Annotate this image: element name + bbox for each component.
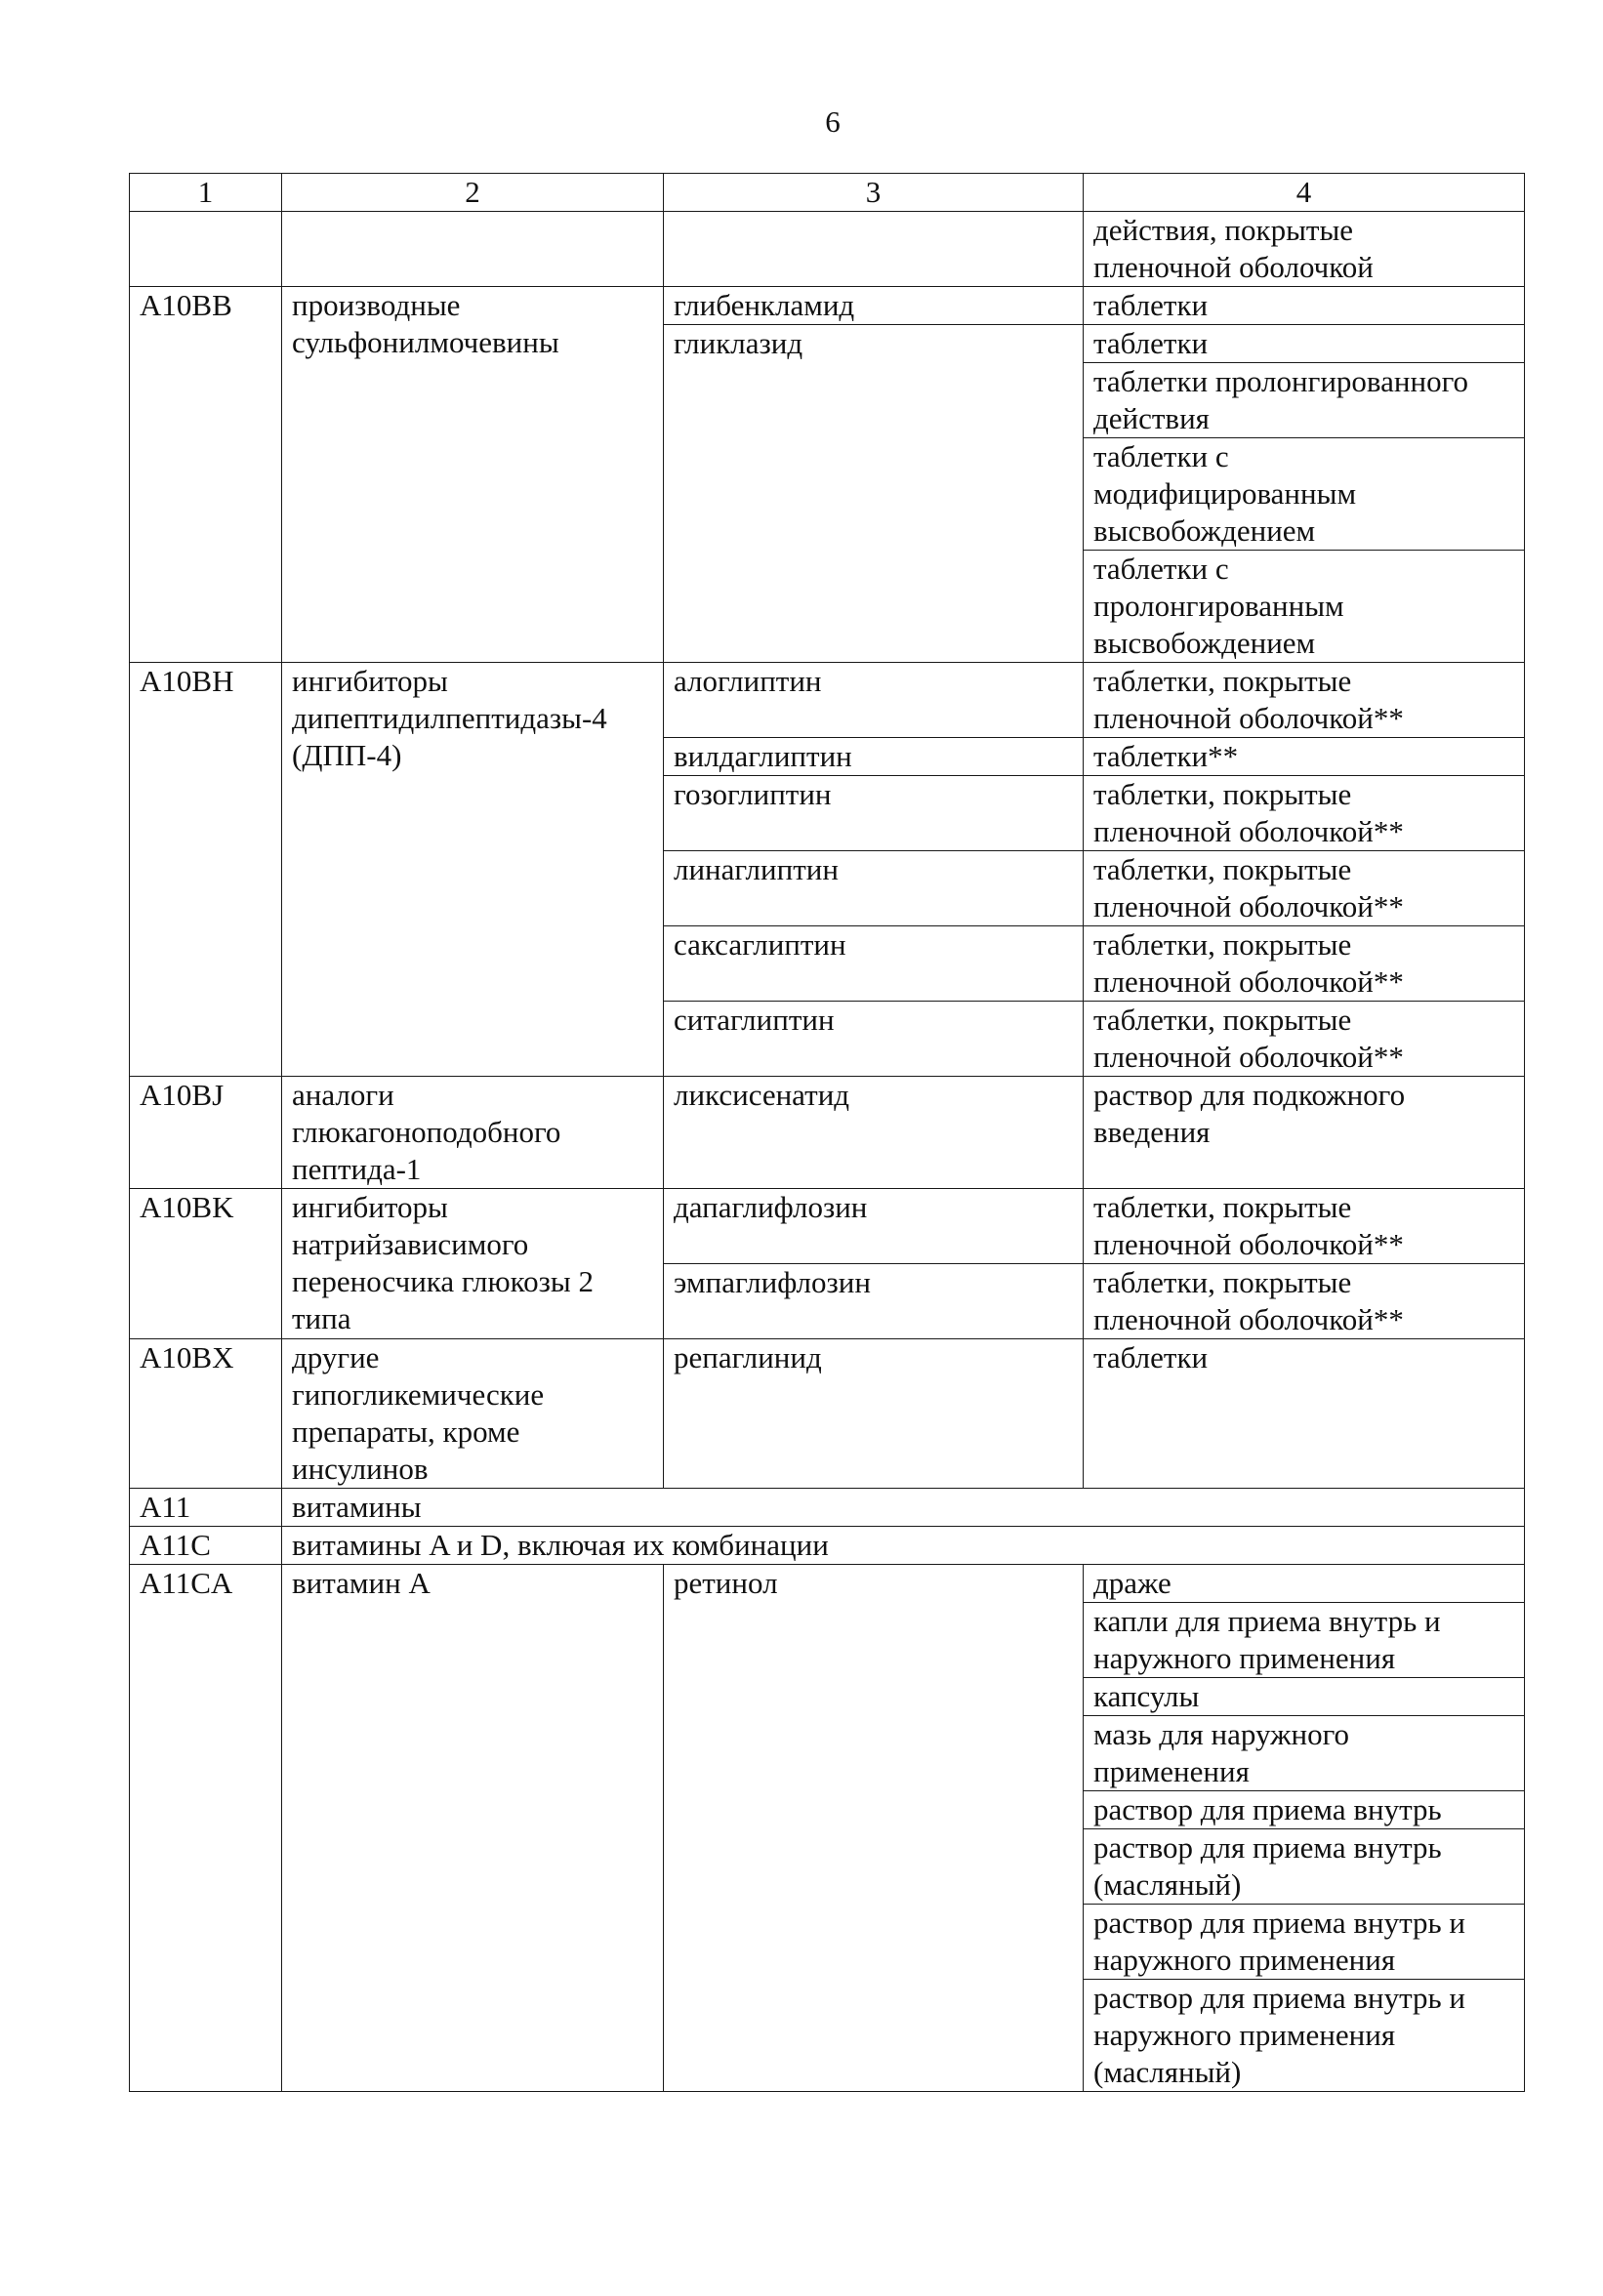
drug-cell: гликлазид: [664, 325, 1084, 663]
group-cell: [282, 212, 664, 287]
form-line: раствор для приема внутрь и: [1093, 1906, 1465, 1940]
form-line: пролонгированным: [1093, 589, 1344, 623]
form-cell: [1084, 551, 1525, 663]
form-cell: [1084, 926, 1525, 1002]
form-line: пленочной оболочкой**: [1093, 964, 1404, 999]
drug-cell: дапаглифлозин: [664, 1189, 1084, 1264]
form-line: таблетки, покрытые: [1093, 1003, 1352, 1037]
form-cell: [1084, 1264, 1525, 1339]
code-cell: A10BK: [130, 1189, 282, 1339]
form-cell: [1084, 1980, 1525, 2092]
form-line: таблетки**: [1093, 739, 1239, 773]
drug-cell: репаглинид: [664, 1339, 1084, 1489]
table-row: [130, 1189, 1525, 1264]
form-line: применения: [1093, 1754, 1250, 1788]
group-cell: витамин A: [282, 1565, 664, 2092]
group-line: пептида-1: [292, 1152, 422, 1186]
form-line: мазь для наружного: [1093, 1717, 1350, 1751]
drug-cell: ретинол: [664, 1565, 1084, 2092]
form-line: таблетки: [1093, 326, 1209, 360]
form-cell: [1084, 1716, 1525, 1791]
form-cell: [1084, 738, 1525, 776]
code-cell: A11CA: [130, 1565, 282, 2092]
form-line: наружного применения: [1093, 2018, 1396, 2052]
group-cell: [282, 1189, 664, 1339]
table-row: [130, 1527, 1525, 1565]
form-cell: [1084, 1603, 1525, 1678]
form-line: пленочной оболочкой**: [1093, 1302, 1404, 1336]
form-cell: [1084, 776, 1525, 851]
form-line: таблетки, покрытые: [1093, 1265, 1352, 1299]
form-line: модифицированным: [1093, 476, 1357, 511]
form-line: раствор для приема внутрь и: [1093, 1981, 1465, 2015]
table-row: [130, 663, 1525, 738]
table-row: [130, 1489, 1525, 1527]
form-line: таблетки с: [1093, 552, 1229, 586]
form-line: таблетки пролонгированного: [1093, 364, 1469, 398]
form-line: наружного применения: [1093, 1943, 1396, 1977]
form-cell: [1084, 663, 1525, 738]
table-row: [130, 212, 1525, 287]
group-line: инсулинов: [292, 1452, 429, 1486]
drug-cell: линаглиптин: [664, 851, 1084, 926]
form-cell: [1084, 438, 1525, 551]
group-cell: витамины: [282, 1489, 1525, 1527]
form-cell: [1084, 1678, 1525, 1716]
form-line: пленочной оболочкой**: [1093, 889, 1404, 923]
group-cell: витамины A и D, включая их комбинации: [282, 1527, 1525, 1565]
code-cell: A11: [130, 1489, 282, 1527]
form-line: драже: [1093, 1566, 1171, 1600]
table-row: [130, 1339, 1525, 1489]
form-line: раствор для приема внутрь: [1093, 1830, 1442, 1865]
code-cell: A11C: [130, 1527, 282, 1565]
table-row: [130, 1565, 1525, 1603]
drug-cell: саксаглиптин: [664, 926, 1084, 1002]
drug-cell: алоглиптин: [664, 663, 1084, 738]
column-number-3: 3: [664, 174, 1084, 212]
group-line: натрийзависимого: [292, 1227, 529, 1261]
form-cell: таблетки: [1084, 287, 1525, 325]
form-cell: [1084, 363, 1525, 438]
form-line: пленочной оболочкой**: [1093, 814, 1404, 848]
page-number: 6: [825, 104, 841, 139]
code-cell: [130, 212, 282, 287]
form-line: таблетки, покрытые: [1093, 1190, 1352, 1224]
form-line: пленочной оболочкой**: [1093, 1227, 1404, 1261]
form-cell: [1084, 851, 1525, 926]
group-line: ингибиторы: [292, 664, 448, 698]
group-line: гипогликемические: [292, 1377, 545, 1412]
code-cell: A10BH: [130, 663, 282, 1077]
form-line: раствор для подкожного: [1093, 1078, 1406, 1112]
form-line: капли для приема внутрь и: [1093, 1604, 1441, 1638]
form-line: таблетки, покрытые: [1093, 852, 1352, 886]
form-line: таблетки с: [1093, 439, 1229, 473]
form-line: пленочной оболочкой**: [1093, 1040, 1404, 1074]
form-line: высвобождением: [1093, 626, 1316, 660]
code-cell: A10BJ: [130, 1077, 282, 1189]
form-cell: [1084, 1791, 1525, 1829]
group-cell: [282, 287, 664, 663]
form-cell: [1084, 1905, 1525, 1980]
form-cell: [1084, 1077, 1525, 1189]
form-line: введения: [1093, 1115, 1211, 1149]
form-cell: [1084, 1829, 1525, 1905]
drug-cell: [664, 212, 1084, 287]
drug-cell: гозоглиптин: [664, 776, 1084, 851]
form-line: раствор для приема внутрь: [1093, 1792, 1442, 1826]
group-line: переносчика глюкозы 2: [292, 1264, 594, 1298]
form-line: таблетки, покрытые: [1093, 777, 1352, 811]
form-line: действия: [1093, 401, 1210, 435]
form-cell: [1084, 212, 1525, 287]
group-line: типа: [292, 1301, 351, 1335]
form-line: (масляный): [1093, 2055, 1242, 2089]
form-cell: [1084, 1002, 1525, 1077]
group-line: производные: [292, 288, 461, 322]
form-line: наружного применения: [1093, 1641, 1396, 1675]
group-line: (ДПП-4): [292, 738, 402, 772]
group-line: ингибиторы: [292, 1190, 448, 1224]
group-cell: [282, 1077, 664, 1189]
drug-cell: вилдаглиптин: [664, 738, 1084, 776]
group-line: сульфонилмочевины: [292, 325, 559, 359]
group-line: препараты, кроме: [292, 1414, 520, 1449]
form-cell: [1084, 1189, 1525, 1264]
column-number-row: [130, 174, 1525, 212]
drug-cell: глибенкламид: [664, 287, 1084, 325]
code-cell: A10BX: [130, 1339, 282, 1489]
group-cell: [282, 663, 664, 1077]
code-cell: A10BB: [130, 287, 282, 663]
drug-cell: ситаглиптин: [664, 1002, 1084, 1077]
form-line: высвобождением: [1093, 513, 1316, 548]
form-cell: таблетки: [1084, 1339, 1525, 1489]
form-line: капсулы: [1093, 1679, 1200, 1713]
form-line: таблетки, покрытые: [1093, 927, 1352, 962]
form-cell: [1084, 1565, 1525, 1603]
drug-cell: ликсисенатид: [664, 1077, 1084, 1189]
column-number-2: 2: [282, 174, 664, 212]
form-line: пленочной оболочкой: [1093, 250, 1374, 284]
form-line: действия, покрытые: [1093, 213, 1354, 247]
table-row: [130, 287, 1525, 325]
column-number-4: 4: [1084, 174, 1525, 212]
form-cell: [1084, 325, 1525, 363]
group-line: дипептидилпептидазы-4: [292, 701, 607, 735]
group-line: другие: [292, 1340, 380, 1374]
form-line: пленочной оболочкой**: [1093, 701, 1404, 735]
group-cell: [282, 1339, 664, 1489]
group-line: глюкагоноподобного: [292, 1115, 561, 1149]
drug-list-table: [129, 173, 1525, 2092]
group-line: аналоги: [292, 1078, 394, 1112]
column-number-1: 1: [130, 174, 282, 212]
form-line: (масляный): [1093, 1867, 1242, 1902]
drug-cell: эмпаглифлозин: [664, 1264, 1084, 1339]
form-line: таблетки, покрытые: [1093, 664, 1352, 698]
table-row: [130, 1077, 1525, 1189]
